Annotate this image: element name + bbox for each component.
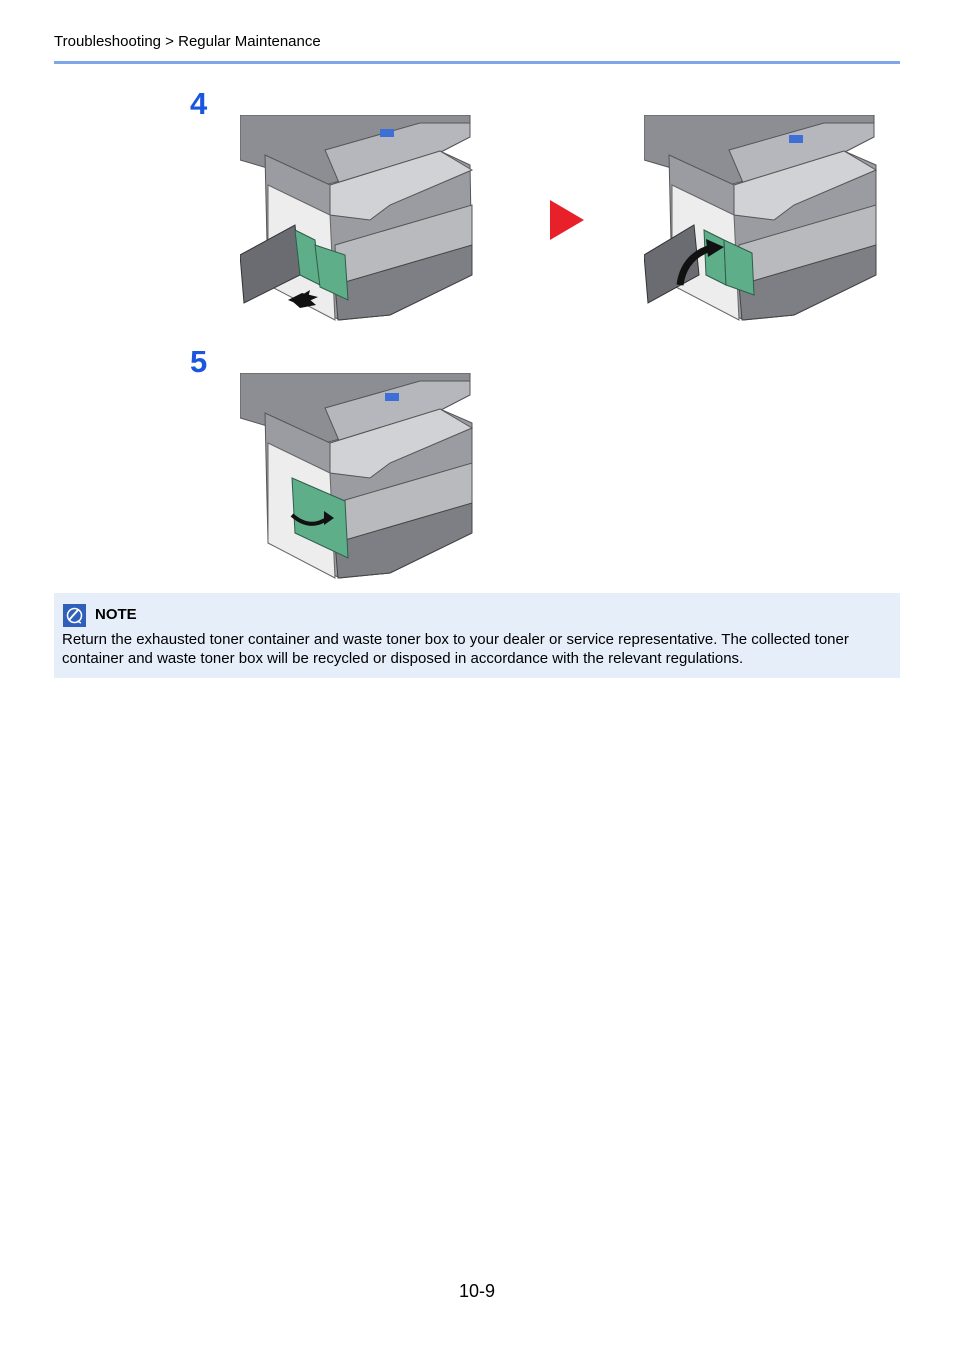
printer-cover-closed-illustration bbox=[240, 373, 476, 581]
page-number: 10-9 bbox=[458, 1281, 496, 1301]
breadcrumb: Troubleshooting > Regular Maintenance bbox=[54, 33, 321, 50]
note-text: Return the exhausted toner container and waste toner box to your dealer or service representative. The collected toner container and waste toner box will be recycled or disposed in accordance with the relevant regulations. bbox=[62, 631, 849, 667]
note-title: NOTE bbox=[95, 606, 137, 623]
step-number-5: 5 bbox=[190, 344, 208, 379]
printer-close-cover-illustration bbox=[644, 115, 880, 323]
next-step-arrow-icon bbox=[550, 200, 584, 240]
step-number-4: 4 bbox=[190, 86, 208, 121]
printer-insert-waste-box-illustration bbox=[240, 115, 476, 323]
header-rule bbox=[54, 61, 900, 64]
note-box bbox=[54, 593, 900, 678]
note-pencil-icon bbox=[63, 604, 86, 627]
